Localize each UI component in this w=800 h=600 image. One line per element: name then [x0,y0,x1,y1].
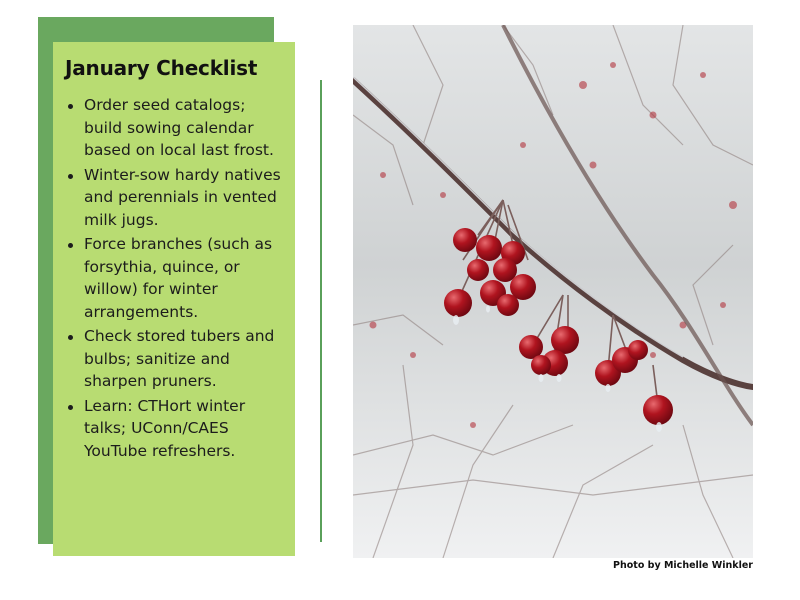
vertical-divider [320,80,322,542]
checklist-item-text: Order seed catalogs; build sowing calendar based on local last frost. [84,96,274,159]
bullet-icon [68,243,73,248]
iced-berries-illustration [353,25,753,558]
checklist-item [65,325,283,393]
checklist-item [65,164,283,232]
photo-credit: Photo by Michelle Winkler [613,560,753,571]
checklist-item-text: Check stored tubers and bulbs; sanitize and sharpen pruners. [84,327,275,390]
checklist-card [53,42,295,556]
checklist-title: January Checklist [65,56,258,80]
bullet-icon [68,335,73,340]
bullet-icon [68,405,73,410]
photo-background [353,25,753,558]
bullet-icon [68,104,73,109]
checklist-list [65,94,283,462]
checklist-item-text: Winter-sow hardy natives and perennials in vented milk jugs. [84,165,281,229]
checklist-item [65,395,283,463]
checklist-item [65,233,283,323]
checklist-item-text: Force branches (such as forsythia, quince, or willow) for winter arrangements. [84,235,273,321]
checklist-item-text: Learn: CTHort winter talks; UConn/CAES YouTube refreshers. [84,396,246,460]
checklist-item [65,94,283,162]
bullet-icon [68,174,73,179]
photo-iced-berries [353,25,753,558]
